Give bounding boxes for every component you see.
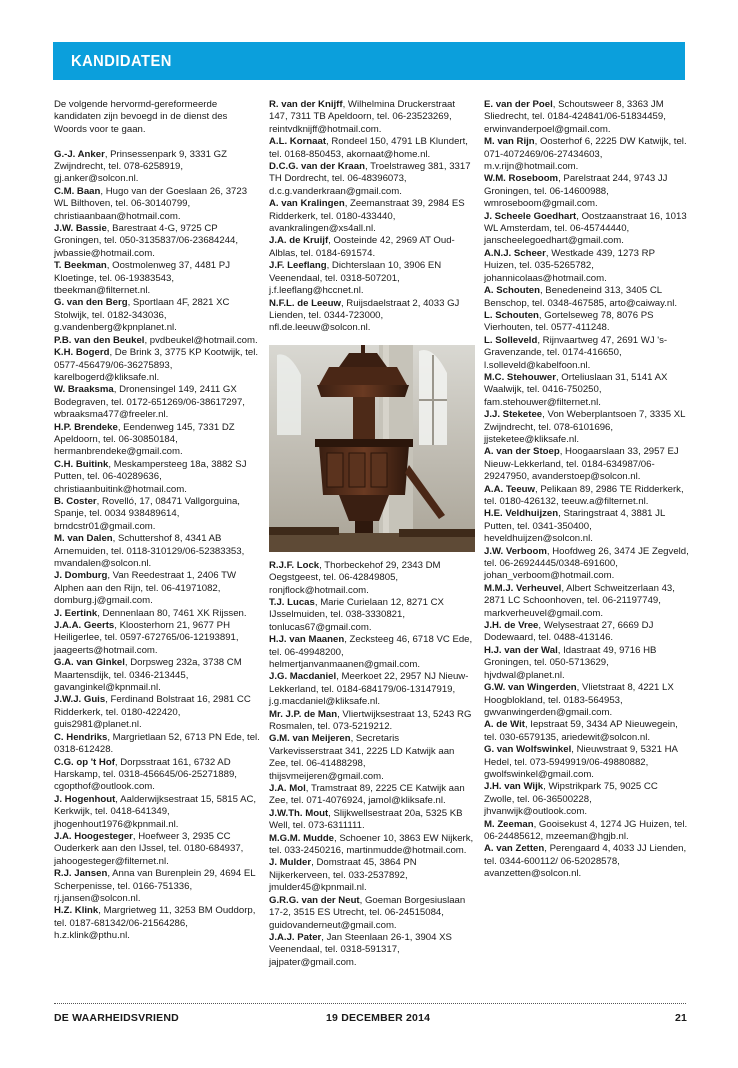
- candidate-details: , Iepstraat 59, 3434 AP Nieuwegein, tel. 030-6579135, ariedewit@solcon.nl.: [484, 719, 678, 743]
- candidate-name: J.A.J. Pater: [269, 931, 322, 943]
- candidate-name: C.H. Buitink: [54, 458, 109, 470]
- candidate-details: , Dorpsstraat 161, 6732 AD Harskamp, tel. 0318-456645/06-25271889, cgopthof@outlook.com.: [54, 756, 237, 793]
- entries-2a: [269, 99, 475, 335]
- candidate-details: , Anna van Burenplein 29, 4694 EL Scherpenisse, tel. 0166-751336, rj.jansen@solcon.nl.: [54, 868, 256, 904]
- candidate-entry: [54, 732, 260, 757]
- intro-text: De volgende hervormd-gereformeerde kandidaten zijn bevoegd in de dienst des Woords voor te gaan.: [54, 99, 228, 135]
- candidate-details: , Hugo van der Goeslaan 26, 3723 WL Bilthoven, tel. 06-30140799, christiaanbaan@hotmail.com.: [54, 185, 248, 222]
- candidate-name: J.A. Mol: [269, 783, 306, 795]
- candidate-entry: [269, 709, 475, 734]
- candidate-details: , pvdbeukel@hotmail.com.: [144, 334, 258, 346]
- candidate-name: M.C. Stehouwer: [484, 371, 556, 383]
- candidate-details: , Hoefweer 3, 2935 CC Ouderkerk aan den IJssel, tel. 0180-684937, jahoogesteger@filternet.nl.: [54, 830, 244, 867]
- candidate-entry: [484, 285, 690, 310]
- candidate-entry: [269, 783, 475, 808]
- pulpit-illustration: [269, 345, 475, 552]
- candidate-name: J. Domburg: [54, 570, 108, 582]
- candidate-name: J. Mulder: [269, 857, 312, 869]
- candidate-details: , Hoofdweg 26, 3474 JE Zegveld, tel. 06-26924445/0348-691600, johan_verboom@hotmail.com.: [484, 545, 689, 582]
- candidate-details: , Aalderwijksestraat 15, 5815 AC, Kerkwijk, tel. 0418-641349, jhogenhout1976@kpnmail.nl.: [54, 793, 257, 830]
- candidate-name: G.-J. Anker: [54, 148, 105, 160]
- issue-date: 19 DECEMBER 2014: [326, 1012, 431, 1024]
- candidate-entry: [484, 446, 690, 483]
- candidate-details: , Perengaard 4, 4033 JJ Lienden, tel. 0344-600112/ 06-52028578, avanzetten@solcon.nl.: [484, 843, 687, 880]
- candidate-details: , Sportlaan 4F, 2821 XC Stolwijk, tel. 0182-343036, g.vandenberg@kpnplanet.nl.: [54, 297, 230, 334]
- candidate-details: , Wipstrikpark 75, 9025 CC Zwolle, tel. 06-36500228, jhvanwijk@outlook.com.: [484, 781, 658, 818]
- entries-3: [484, 99, 690, 881]
- candidate-details: , Vliertwijksestraat 13, 5243 RG Rosmalen, tel. 073-5219212.: [269, 708, 472, 732]
- candidate-entry: [269, 857, 475, 894]
- candidate-entry: [54, 794, 260, 831]
- candidate-entry: [54, 620, 260, 657]
- candidate-entry: [54, 186, 260, 223]
- candidate-entry: [269, 198, 475, 235]
- candidate-entry: [484, 819, 690, 844]
- candidate-name: M.M.J. Verheuvel: [484, 582, 562, 594]
- header-bar: [53, 42, 685, 80]
- candidate-entry: [484, 781, 690, 818]
- candidate-entry: [54, 533, 260, 570]
- candidate-details: , Orteliuslaan 31, 5141 AX Waalwijk, tel. 0416-750250, fam.stehouwer@filternet.nl.: [484, 371, 668, 408]
- candidate-name: J.F. Leeflang: [269, 260, 327, 272]
- candidate-entry: [54, 260, 260, 297]
- candidate-name: A. Schouten: [484, 285, 540, 297]
- candidate-entry: [54, 905, 260, 942]
- candidate-name: J.J. Steketee: [484, 409, 543, 421]
- candidate-details: , Secretaris Varkevisserstraat 341, 2225 LD Katwijk aan Zee, tel. 06-41488298, thijsvmeijeren@gmail.com.: [269, 733, 455, 782]
- candidate-entry: [269, 298, 475, 335]
- candidate-name: T. Beekman: [54, 260, 107, 272]
- candidate-details: , Idastraat 49, 9716 HB Groningen, tel. 050-5713629, hjvdwal@planet.nl.: [484, 644, 657, 681]
- candidate-details: , Meerkoet 22, 2957 NJ Nieuw-Lekkerland, tel. 0184-684179/06-13147919, j.g.macdaniel@kliksafe.nl.: [269, 671, 469, 708]
- candidate-name: A. van Kralingen: [269, 198, 345, 210]
- candidate-details: , Troelstraweg 381, 3317 TH Dordrecht, tel. 06-48396073, d.c.g.vanderkraan@gmail.com.: [269, 161, 471, 197]
- candidate-entry: [269, 671, 475, 708]
- candidate-name: A.L. Kornaat: [269, 136, 327, 148]
- candidate-details: , De Brink 3, 3775 KP Kootwijk, tel. 0577-456479/06-36275893, karelbogerd@kliksafe.nl.: [54, 347, 259, 383]
- candidate-name: A.N.J. Scheer: [484, 247, 546, 259]
- candidate-entry: [54, 570, 260, 607]
- candidate-details: , Oostmolenweg 37, 4481 PJ Kloetinge, tel. 06-19383543, tbeekman@filternet.nl.: [54, 260, 230, 297]
- candidate-name: C.G. op 't Hof: [54, 756, 115, 768]
- candidate-name: P.B. van den Beukel: [54, 334, 145, 346]
- candidate-entry: [484, 508, 690, 545]
- candidate-name: E. van der Poel: [484, 99, 553, 110]
- candidate-details: , Ruijsdaelstraat 2, 4033 GJ Lienden, tel. 0344-723000, nfl.de.leeuw@solcon.nl.: [269, 297, 460, 334]
- candidate-entry: [269, 932, 475, 969]
- candidate-details: , Von Weberplantsoen 7, 3335 XL Zwijndrecht, tel. 078-6101696, jjsteketee@kliksafe.nl.: [484, 409, 686, 445]
- candidate-entry: [54, 694, 260, 731]
- candidate-details: , Ferdinand Bolstraat 16, 2981 CC Ridderkerk, tel. 0180-422420, guis2981@planet.nl.: [54, 694, 251, 731]
- candidate-name: L. Solleveld: [484, 334, 538, 346]
- candidate-details: , Wilhelmina Druckerstraat 147, 7311 TB Apeldoorn, tel. 06-23523269, reintvdknijff@hotmail.com.: [269, 99, 456, 135]
- candidate-entry: [484, 173, 690, 210]
- candidate-name: W. Braaksma: [54, 384, 114, 396]
- candidate-details: , Eendenweg 145, 7331 DZ Apeldoorn, tel. 06-30850184, hermanbrendeke@gmail.com.: [54, 421, 235, 458]
- candidate-name: J.H. van Wijk: [484, 781, 544, 793]
- candidate-name: J.G. Macdaniel: [269, 671, 337, 683]
- candidate-name: J.W. Bassie: [54, 223, 107, 235]
- candidate-details: , Oosteinde 42, 2969 AT Oud-Alblas, tel. 0184-691574.: [269, 235, 455, 259]
- candidate-entry: [484, 372, 690, 409]
- candidate-entry: [484, 484, 690, 509]
- candidate-entry: [484, 99, 690, 136]
- candidate-entry: [269, 161, 475, 198]
- candidate-entry: [269, 634, 475, 671]
- candidate-name: J.A. de Kruijf: [269, 235, 329, 247]
- candidate-entry: [484, 310, 690, 335]
- candidate-details: , Slijkwellsestraat 20a, 5325 KB Well, tel. 073-6311111.: [269, 807, 463, 832]
- candidate-details: , Domstraat 45, 3864 PN Nijkerkerveen, tel. 033-2537892, jmulder45@kpnmail.nl.: [269, 857, 417, 894]
- candidate-name: M. van Dalen: [54, 533, 113, 545]
- candidate-details: , Margrietlaan 52, 6713 PN Ede, tel. 0318-612428.: [54, 731, 260, 756]
- candidate-details: , Pelikaan 89, 2986 TE Ridderkerk, tel. 0180-426132, teeuw.a@filternet.nl.: [484, 483, 684, 507]
- candidate-details: , Nieuwstraat 9, 5321 HA Hedel, tel. 073-5949919/06-49880882, gwolfswinkel@gmail.com.: [484, 744, 678, 780]
- candidate-name: J. Hogenhout: [54, 793, 116, 805]
- candidate-name: W.M. Roseboom: [484, 173, 559, 185]
- candidate-details: , Oosterhof 6, 2225 DW Katwijk, tel. 071-4072469/06-27434603, m.v.rijn@hotmail.com.: [484, 136, 687, 173]
- candidate-entry: [269, 808, 475, 833]
- candidate-details: , Margrietweg 11, 3253 BM Ouddorp, tel. 0187-681342/06-21564286, h.z.klink@pthu.nl.: [54, 905, 256, 942]
- candidate-name: J.W. Verboom: [484, 545, 547, 557]
- candidate-name: R.J.F. Lock: [269, 559, 320, 571]
- candidate-entry: [269, 136, 475, 161]
- candidate-entry: [484, 335, 690, 372]
- candidate-details: , Parelstraat 244, 9743 JJ Groningen, tel. 06-14600988, wmroseboom@gmail.com.: [484, 173, 668, 210]
- candidate-details: , Vlietstraat 8, 4221 LX Hoogblokland, tel. 0183-564953, gwvanwingerden@gmail.com.: [484, 682, 674, 718]
- candidate-name: C. Hendriks: [54, 731, 108, 743]
- candidate-name: D.C.G. van der Kraan: [269, 161, 365, 173]
- candidate-name: B. Coster: [54, 495, 97, 507]
- candidate-entry: [54, 347, 260, 384]
- candidate-details: , Marie Curielaan 12, 8271 CX IJsselmuiden, tel. 038-3330821, tonlucas67@gmail.com.: [269, 596, 444, 633]
- candidate-details: , Zeemanstraat 39, 2984 ES Ridderkerk, tel. 0180-433440, avankralingen@xs4all.nl.: [269, 198, 465, 235]
- candidate-entry: [54, 297, 260, 334]
- candidate-name: J.A. Hoogesteger: [54, 830, 133, 842]
- candidate-name: G.W. van Wingerden: [484, 682, 577, 694]
- candidate-details: , Hoogaarslaan 33, 2957 EJ Nieuw-Lekkerland, tel. 0184-634987/06-29247950, avanderstoep@solcon.nl.: [484, 446, 679, 483]
- candidate-name: J.A.A. Geerts: [54, 620, 115, 632]
- candidate-entry: [484, 682, 690, 719]
- page-number: 21: [675, 1012, 688, 1024]
- publication-name: DE WAARHEIDSVRIEND: [54, 1012, 179, 1024]
- candidate-name: K.H. Bogerd: [54, 347, 110, 359]
- candidate-entry: [269, 235, 475, 260]
- candidate-entry: [484, 583, 690, 620]
- candidate-entry: [54, 757, 260, 794]
- candidate-entry: [54, 384, 260, 421]
- candidate-name: H.E. Veldhuijzen: [484, 508, 559, 520]
- candidate-details: , Rondeel 150, 4791 LB Klundert, tel. 0168-850453, akornaat@home.nl.: [269, 136, 468, 160]
- candidate-name: M.G.M. Mudde: [269, 832, 335, 844]
- candidate-entry: [484, 136, 690, 173]
- candidate-details: , Albert Schweitzerlaan 43, 2871 LC Schoonhoven, tel. 06-21197749, markverheuvel@gmail.com.: [484, 582, 675, 619]
- candidate-name: M. Zeeman: [484, 818, 534, 830]
- candidate-details: , Rijnvaartweg 47, 2691 WJ 's-Gravenzande, tel. 0174-416650, l.solleveld@kabelfoon.nl.: [484, 334, 668, 371]
- candidate-details: , Welysestraat 27, 6669 DJ Dodewaard, tel. 0488-413146.: [484, 620, 654, 644]
- entries-1: [54, 149, 260, 943]
- candidate-name: Mr. J.P. de Man: [269, 708, 338, 720]
- candidate-entry: [484, 409, 690, 446]
- candidate-entry: [54, 422, 260, 459]
- candidate-details: , Dronensingel 149, 2411 GX Bodegraven, tel. 0172-651269/06-38617297, wbraaksma477@freeler.nl.: [54, 384, 245, 421]
- candidate-entry: [54, 657, 260, 694]
- column-2: [269, 99, 475, 969]
- candidate-name: J. Scheele Goedhart: [484, 210, 577, 222]
- candidate-entry: [484, 546, 690, 583]
- candidate-entry: [54, 223, 260, 260]
- candidate-name: A. van Zetten: [484, 843, 545, 855]
- candidate-name: R. van der Knijff: [269, 99, 343, 110]
- candidate-entry: [54, 459, 260, 496]
- candidate-details: , Prinsessenpark 9, 3331 GZ Zwijndrecht, tel. 078-6258919, gj.anker@solcon.nl.: [54, 148, 227, 185]
- candidate-details: , Benedeneind 313, 3405 CL Benschop, tel. 0348-467585, arto@caiway.nl.: [484, 285, 678, 309]
- candidate-entry: [484, 719, 690, 744]
- candidate-details: , Goeman Borgesiuslaan 17-2, 3515 ES Utrecht, tel. 06-24515084, guidovanderneut@gmail.com.: [269, 894, 466, 931]
- candidate-name: A. van der Stoep: [484, 446, 560, 458]
- candidate-details: , Jan Steenlaan 26-1, 3904 XS Veenendaal, tel. 0318-591317, jajpater@gmail.com.: [269, 931, 452, 968]
- candidate-details: , Dennenlaan 80, 7461 XK Rijssen.: [97, 607, 247, 619]
- candidate-name: H.J. van Maanen: [269, 634, 345, 646]
- candidate-name: H.P. Brendeke: [54, 421, 118, 433]
- candidate-name: J.W.J. Guis: [54, 694, 106, 706]
- candidate-entry: [484, 211, 690, 248]
- candidate-details: , Staringstraat 4, 3881 JL Putten, tel. 0341-350400, heveldhuijzen@solcon.nl.: [484, 508, 665, 545]
- church-pulpit-photo: [269, 345, 475, 552]
- candidate-details: , Dorpsweg 232a, 3738 CM Maartensdijk, tel. 0346-213445, gavanginkel@kpnmail.nl.: [54, 657, 242, 694]
- candidate-details: , Gortelseweg 78, 8076 PS Vierhouten, tel. 0577-411248.: [484, 309, 654, 334]
- candidate-details: , Oostzaanstraat 16, 1013 WL Amsterdam, tel. 06-45744440, janscheelegoedhart@gmail.com.: [484, 210, 687, 247]
- candidate-entry: [269, 560, 475, 597]
- candidate-name: G.A. van Ginkel: [54, 657, 125, 669]
- candidate-entry: [54, 149, 260, 186]
- candidate-details: , Schuttershof 8, 4341 AB Arnemuiden, tel. 0118-310129/06-52383353, mvandalen@solcon.nl.: [54, 533, 245, 570]
- candidate-name: J.H. de Vree: [484, 620, 539, 632]
- candidate-details: , Barestraat 4-G, 9725 CP Groningen, tel. 050-3135837/06-23684244, jwbassie@hotmail.com.: [54, 223, 239, 259]
- candidate-entry: [269, 99, 475, 136]
- footer-rule: [54, 1003, 686, 1004]
- candidate-name: G.R.G. van der Neut: [269, 894, 360, 906]
- candidate-name: J.W.Th. Mout: [269, 807, 329, 819]
- candidate-name: T.J. Lucas: [269, 596, 315, 608]
- candidate-entry: [54, 335, 260, 347]
- candidate-entry: [484, 645, 690, 682]
- candidate-name: H.Z. Klink: [54, 905, 99, 917]
- candidate-entry: [269, 260, 475, 297]
- candidate-details: , Schoutsweer 8, 3363 JM Sliedrecht, tel. 0184-424841/06-51834459, erwinvanderpoel@gmail.com.: [484, 99, 666, 135]
- candidate-name: J. Eertink: [54, 607, 98, 619]
- candidate-entry: [484, 248, 690, 285]
- candidate-details: , Kloosterhorn 21, 9677 PH Heiligerlee, tel. 0597-672765/06-12193891, jaageerts@hotmail.com.: [54, 620, 239, 656]
- candidate-entry: [54, 868, 260, 905]
- candidate-name: G. van Wolfswinkel: [484, 744, 572, 756]
- candidate-entry: [269, 895, 475, 932]
- candidate-details: , Meskampersteeg 18a, 3882 SJ Putten, tel. 06-40289636, christiaanbuitink@hotmail.com.: [54, 458, 247, 495]
- column-3: [484, 99, 690, 881]
- candidate-details: , Zecksteeg 46, 6718 VC Ede, tel. 06-49948200, helmertjanvanmaanen@gmail.com.: [269, 634, 473, 670]
- candidate-details: , Westkade 439, 1273 RP Huizen, tel. 035-5265782, johannicolaas@hotmail.com.: [484, 247, 655, 284]
- section-title: KANDIDATEN: [71, 53, 172, 70]
- candidate-details: , Van Reedestraat 1, 2406 TW Alphen aan den Rijn, tel. 06-41971082, domburg.j@gmail.com.: [54, 570, 237, 607]
- candidate-name: L. Schouten: [484, 309, 539, 321]
- candidate-details: , Thorbeckehof 29, 2343 DM Oegstgeest, tel. 06-42849805, ronjflock@hotmail.com.: [269, 559, 441, 596]
- candidate-details: , Schoener 10, 3863 EW Nijkerk, tel. 033-2450216, martinmudde@hotmail.com.: [269, 832, 474, 857]
- column-1: [54, 99, 260, 943]
- candidate-details: , Dichterslaan 10, 3906 EN Veenendaal, tel. 0318-507201, j.f.leeflang@hccnet.nl.: [269, 260, 442, 297]
- candidate-entry: [54, 831, 260, 868]
- candidate-name: N.F.L. de Leeuw: [269, 297, 341, 309]
- candidate-name: G. van den Berg: [54, 297, 128, 309]
- candidate-details: , Rovelló, 17, 08471 Vallgorguina, Spanje, tel. 0034 938489614, brndcstr01@gmail.com.: [54, 495, 240, 532]
- candidate-name: A.A. Teeuw: [484, 483, 535, 495]
- candidate-name: G.M. van Meijeren: [269, 733, 351, 745]
- candidate-entry: [54, 496, 260, 533]
- candidate-entry: [269, 733, 475, 783]
- candidate-details: , Tramstraat 89, 2225 CE Katwijk aan Zee, tel. 071-4076924, jamol@kliksafe.nl.: [269, 783, 465, 807]
- candidate-name: R.J. Jansen: [54, 868, 108, 880]
- candidate-name: C.M. Baan: [54, 185, 101, 197]
- candidate-entry: [269, 833, 475, 858]
- candidate-entry: [484, 744, 690, 781]
- candidate-entry: [269, 597, 475, 634]
- candidate-name: A. de Wit: [484, 719, 525, 731]
- entries-2b: [269, 560, 475, 969]
- candidate-entry: [54, 608, 260, 620]
- candidate-entry: [484, 843, 690, 880]
- candidate-details: , Gooisekust 4, 1274 JG Huizen, tel. 06-24485612, mzeeman@hgjb.nl.: [484, 818, 688, 842]
- candidate-name: M. van Rijn: [484, 136, 535, 148]
- candidate-name: H.J. van der Wal: [484, 644, 558, 656]
- candidate-entry: [484, 620, 690, 645]
